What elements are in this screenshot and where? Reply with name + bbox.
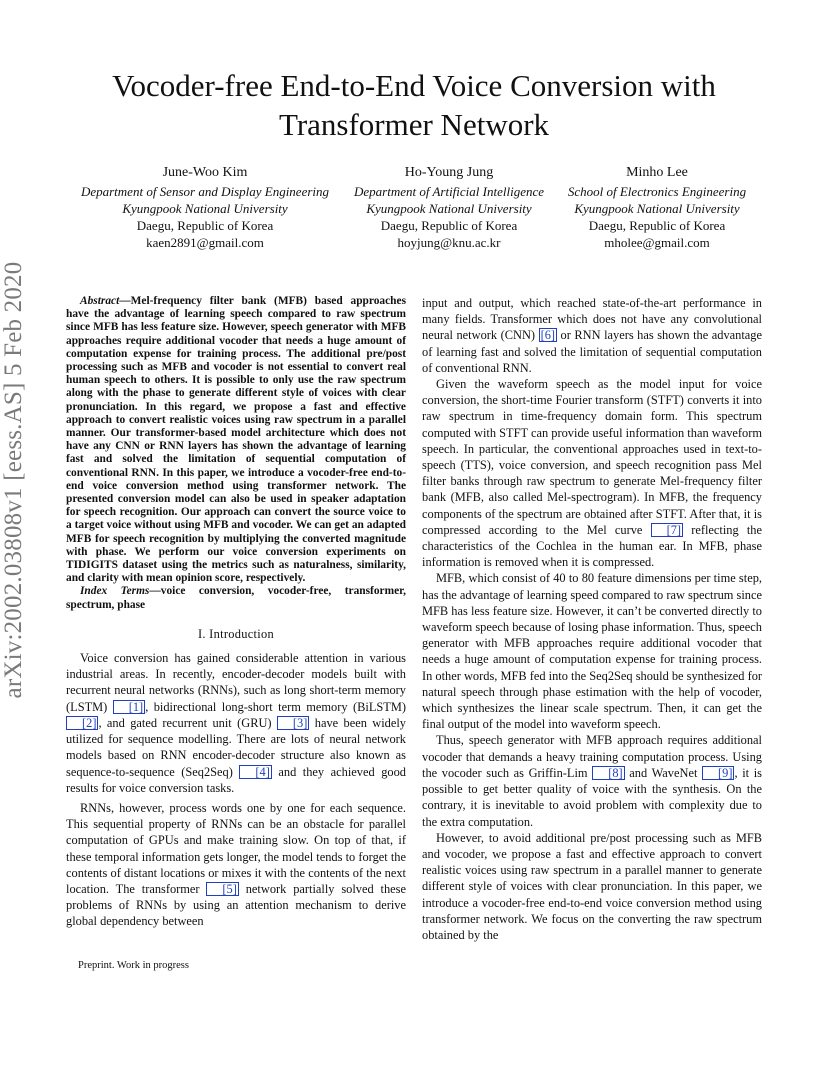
author-location: Daegu, Republic of Korea <box>588 218 726 233</box>
author-location: Daegu, Republic of Korea <box>136 218 274 233</box>
right-paragraph-2: Given the waveform speech as the model input for voice conversion, the short-time Fourier transform (STFT) converts it into raw spectrum in time-frequency domain form. This spectrum computed with STFT can provide useful information than waveform speech. In particular, the conventional approaches used in text-to-speech (TTS), voice conversion, and speech recognition pass Mel filter banks through raw spectrum to generate Mel-frequency filter bank (MFB, also called Mel-spectrogram). In MFB, the frequency components of the spectrum are obtained after STFT. After that, it is compressed according to the Mel curve [7] reflecting the characteristics of the Cochlea in the human ear. In MFB, phase information is removed when it is compressed. <box>422 377 762 570</box>
citation-link[interactable]: [6] <box>540 328 556 343</box>
author-name: Minho Lee <box>626 165 688 180</box>
author-email: kaen2891@gmail.com <box>146 235 264 250</box>
author-block-2 <box>340 164 558 251</box>
author-block-3 <box>556 164 758 251</box>
author-email: hoyjung@knu.ac.kr <box>397 235 501 250</box>
arxiv-identifier-text: arXiv:2002.03808v1 [eess.AS] 5 Feb 2020 <box>0 261 27 699</box>
paper-title <box>0 66 828 144</box>
citation-link[interactable]: [3] <box>277 716 309 730</box>
author-name: Ho-Young Jung <box>404 165 494 180</box>
left-column <box>66 295 406 930</box>
title-line-1: Vocoder-free End-to-End Voice Conversion with <box>112 68 716 103</box>
citation-link[interactable]: [4] <box>239 765 271 779</box>
abstract <box>66 295 406 612</box>
right-paragraph-4: Thus, speech generator with MFB approach requires additional vocoder that demands a heavy training computation process. Using the vocoder such as Griffin-Lim [8] and WaveNet [9] , it is possible to get better quality of voice with the synthesis. On the contrary, it is inevitable to avoid problem with complexity due to the extra computation. <box>422 733 762 829</box>
abstract-text: —Mel-frequency filter bank (MFB) based approaches have the advantage of learning speech compared to raw spectrum since MFB has less feature size. However, speech generator with MFB approaches require additional vocoder that needs a huge amount of computation expense for training process. The additional pre/post processing such as MFB and vocoder is not essential to convert real human speech to others. It is possible to only use the raw spectrum along with the phase to generate different style of voices with clear pronunciation. In this regard, we propose a fast and effective approach to convert realistic voices using raw spectrum in a parallel manner. Our transformer-based model architecture which does not have any CNN or RNN layers has shown the advantage of learning fast and solved the limitation of sequential computation of conventional RNN. In this paper, we introduce a vocoder-free end-to-end voice conversion method using transformer network. The presented conversion model can also be used in speaker adaptation for speech recognition. Our approach can convert the source voice to a target voice without using MFB and vocoder. We can get an adapted MFB for speech recognition by multiplying the converted magnitude with phase. We perform our voice conversion experiments on TIDIGITS dataset using the metrics such as naturalness, similarity, and clarity with mean opinion score, respectively. <box>66 295 406 585</box>
author-univ: Kyungpook National University <box>122 201 288 216</box>
right-column <box>422 295 762 943</box>
intro-paragraph-1: Voice conversion has gained considerable attention in various industrial areas. In recently, encoder-decoder models built with recurrent neural networks (RNNs), such as long short-term memory (LSTM) [1] , bidirectional long-short term memory (BiLSTM) [2] , and gated recurrent unit (GRU) [3] have been widely utilized for sequence modelling. There are lots of neural network models based on RNN encoder-decoder structure also known as sequence-to-sequence (Seq2Seq) [4] and they achieved good results for voice conversion tasks. <box>66 651 406 795</box>
right-paragraph-1: input and output, which reached state-of-the-art performance in many fields. Transformer which does not have any convolutional neural network (CNN) [6] or RNN layers has shown the advantage of learning fast and solved the limitation of sequential computation of conventional RNN. <box>422 296 762 375</box>
citation-link[interactable]: [5] <box>206 882 238 896</box>
citation-link[interactable]: [9] <box>702 766 734 780</box>
citation-link[interactable]: [1] <box>113 700 145 714</box>
author-univ: Kyungpook National University <box>366 201 532 216</box>
author-block-1 <box>60 164 350 251</box>
abstract-label: Abstract <box>80 295 120 307</box>
right-paragraph-3: MFB, which consist of 40 to 80 feature dimensions per time step, has the advantage of learning speed compared to raw spectrum since MFB has less feature size. However, it can’t be converted directly to waveform speech because of losing phase information. Thus, speech generator with MFB approaches require additional vocoder that needs a huge amount of computation expense for training process. In other words, MFB fed into the Seq2Seq should be synthesized for natural speech through phase estimation with the help of vocoder, which synthesizes the linear scale spectrum. Then, it can get the final output of the model into waveform speech. <box>422 571 763 732</box>
citation-link[interactable]: [2] <box>66 716 98 730</box>
citation-link[interactable]: [8] <box>592 766 624 780</box>
title-line-2: Transformer Network <box>278 107 550 142</box>
intro-paragraph-2: RNNs, however, process words one by one for each sequence. This sequential property of RNNs can be an obstacle for parallel computation of GPUs and make training slow. On top of that, if these temporal information gets longer, the model tends to forget the contents of distant locations or mixes it with the contents of the next location. The transformer [5] network partially solved these problems of RNNs by using an attention mechanism to derive global dependency between <box>66 800 406 929</box>
author-name: June-Woo Kim <box>162 165 248 180</box>
index-terms-text: —voice conversion, vocoder-free, transformer, spectrum, phase <box>66 585 406 611</box>
author-univ: Kyungpook National University <box>574 201 740 216</box>
author-dept: Department of Sensor and Display Engineering <box>80 184 330 199</box>
citation-link[interactable]: [7] <box>651 523 683 537</box>
footnote: Preprint. Work in progress <box>78 960 189 971</box>
author-location: Daegu, Republic of Korea <box>380 218 518 233</box>
section-heading: I. Introduction <box>197 626 275 641</box>
author-email: mholee@gmail.com <box>604 235 710 250</box>
index-terms-label: Index Terms <box>80 585 150 598</box>
author-dept: Department of Artificial Intelligence <box>353 184 545 199</box>
right-paragraph-5: However, to avoid additional pre/post processing such as MFB and vocoder, we propose a fast and effective approach to convert realistic voices using raw spectrum in a parallel manner to generate different style of voices with clear pronunciation. In this paper, we introduce a vocoder-free end-to-end voice conversion method using transformer network. We focus on the converting the raw spectrum obtained by the <box>422 830 762 942</box>
author-dept: School of Electronics Engineering <box>567 184 747 199</box>
